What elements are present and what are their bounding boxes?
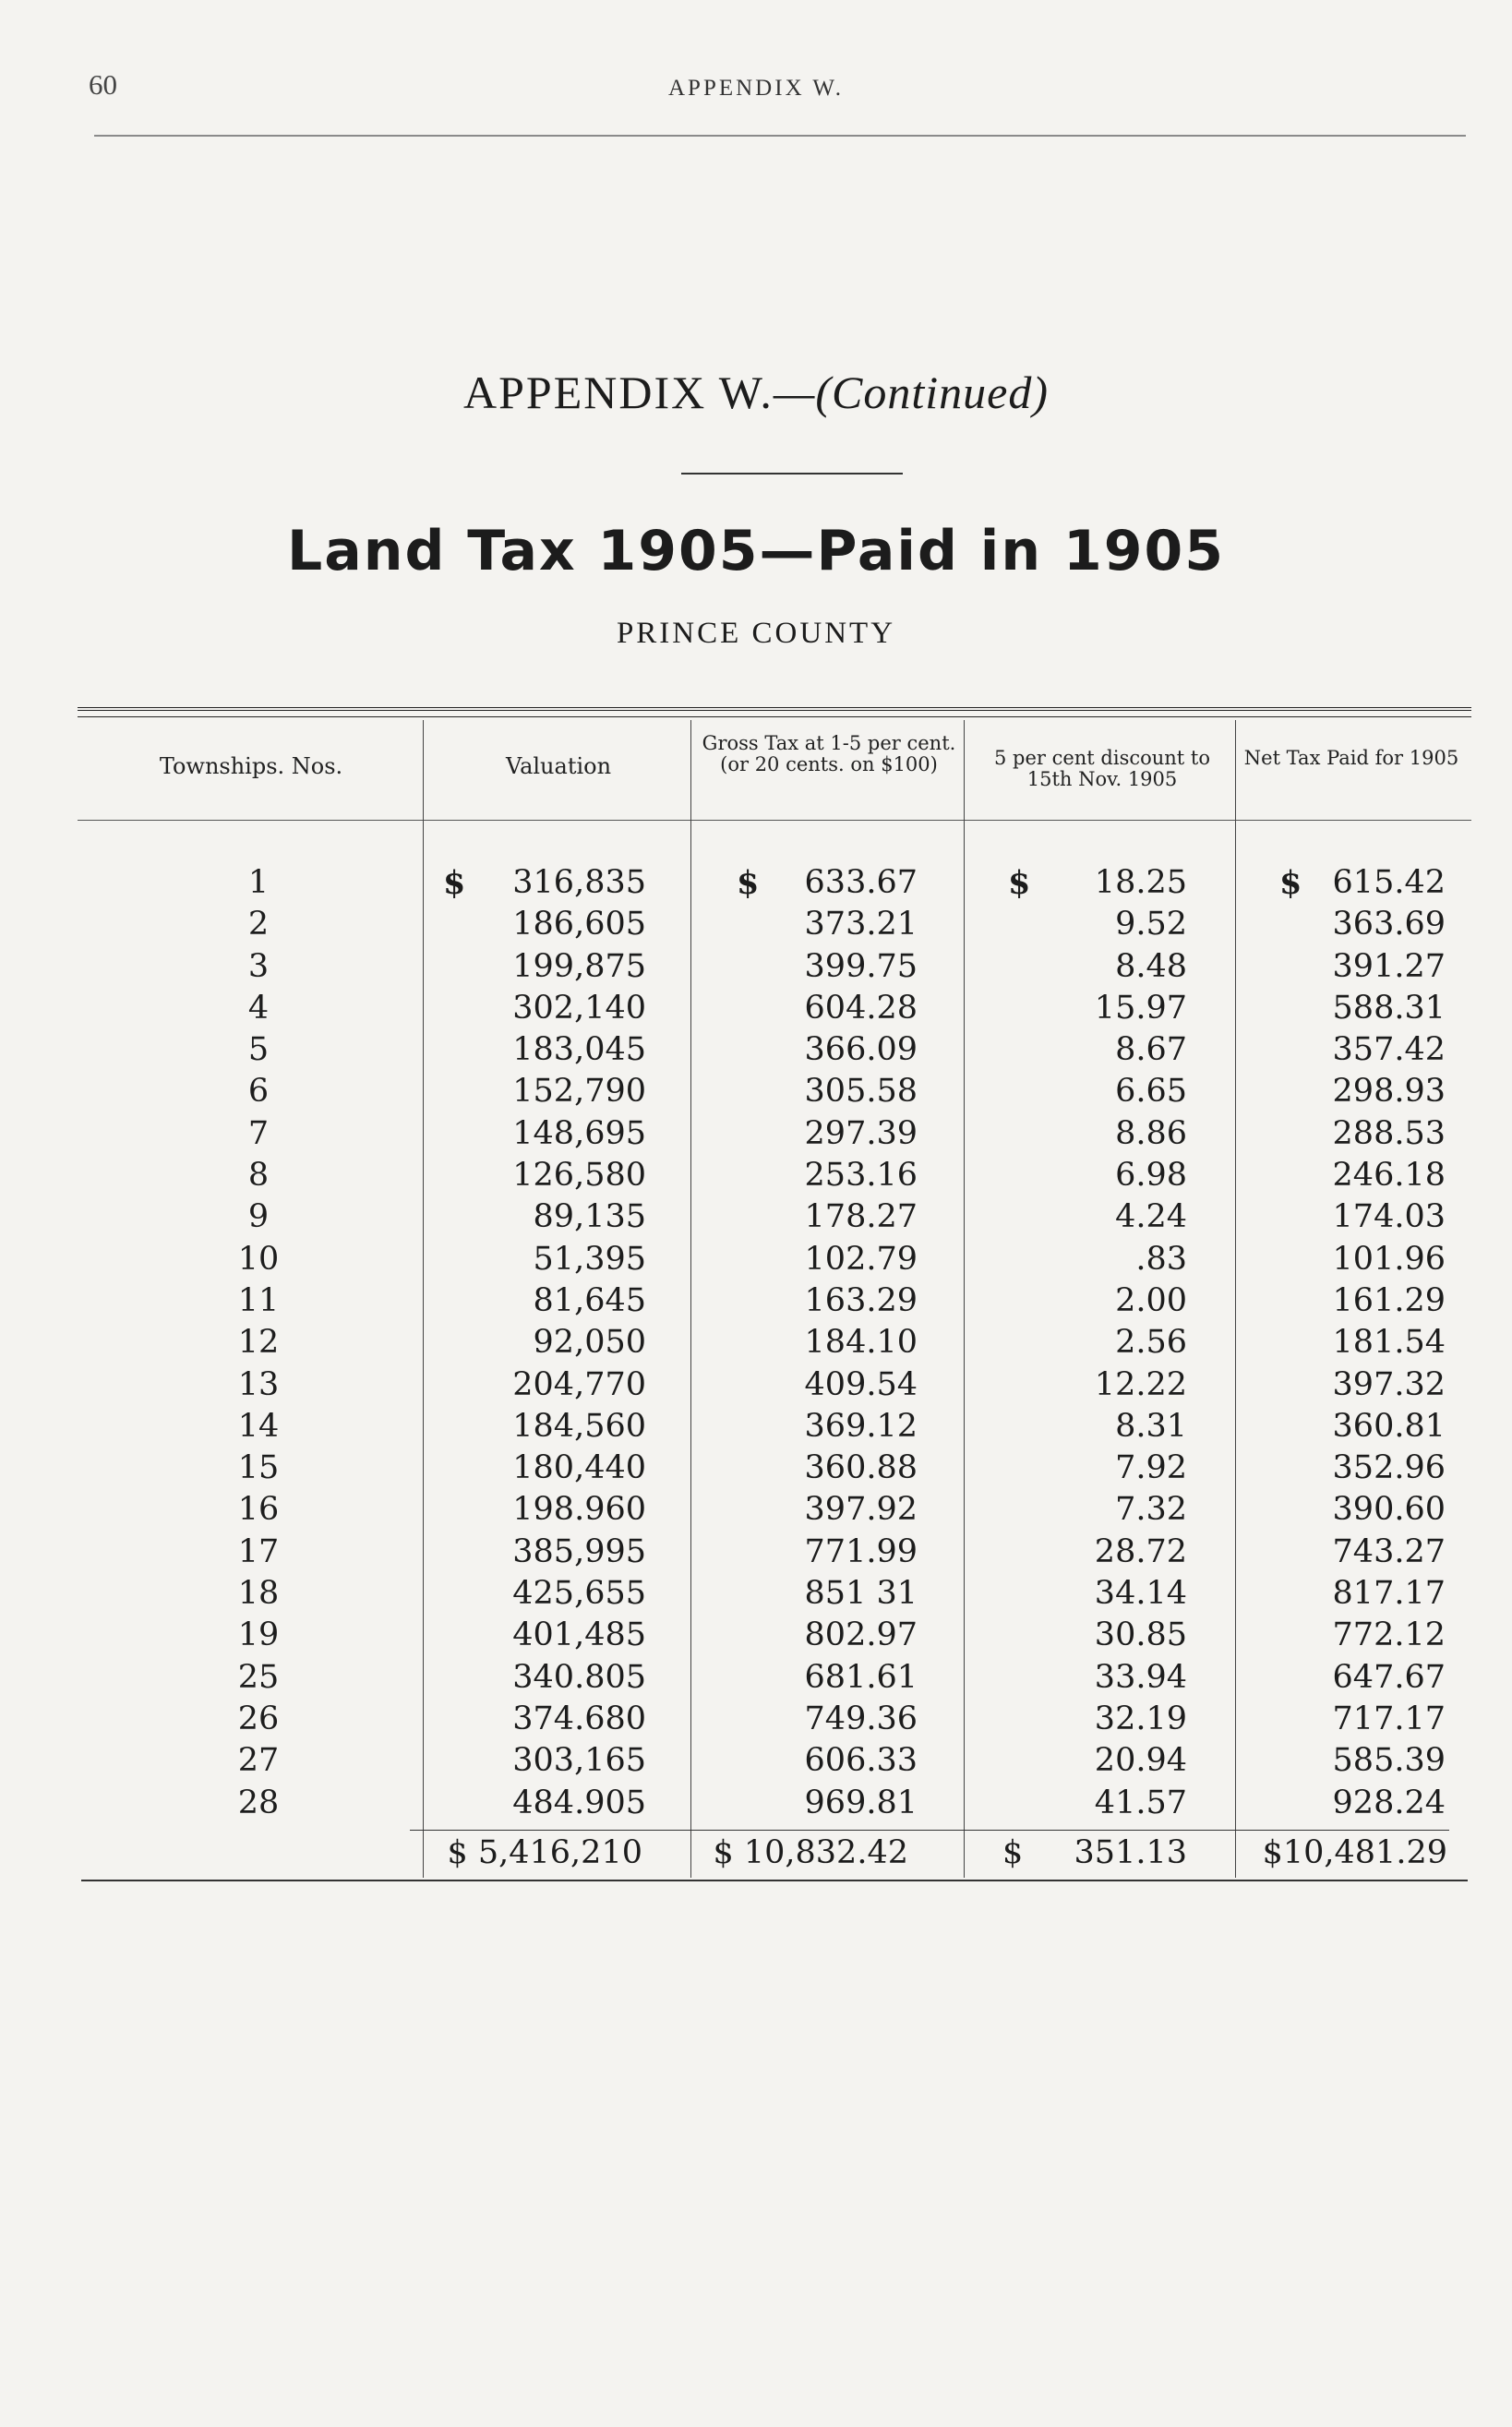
discount-dollar-sign: $	[1008, 864, 1031, 902]
header-gross-tax: Gross Tax at 1-5 per cent. (or 20 cents. on $100)	[702, 732, 956, 775]
discount-cell: 15.97	[1094, 989, 1187, 1027]
totals-top-rule	[410, 1830, 1449, 1831]
gross-dollar-sign: $	[737, 864, 760, 902]
table-row	[0, 1196, 1512, 1238]
valuation-cell: 81,645	[533, 1281, 646, 1319]
net-tax-cell: 246.18	[1332, 1157, 1446, 1195]
gross-tax-cell: 297.39	[804, 1114, 918, 1152]
net-tax-cell: 772.12	[1332, 1616, 1446, 1654]
table-row	[0, 1239, 1512, 1280]
total-gross: $ 10,832.42	[713, 1834, 908, 1871]
township-number: 10	[237, 1240, 280, 1278]
gross-tax-cell: 163.29	[804, 1281, 918, 1319]
township-number: 18	[237, 1575, 280, 1613]
county-title: PRINCE COUNTY	[616, 617, 896, 650]
net-tax-cell: 174.03	[1332, 1198, 1446, 1236]
net-tax-cell: 288.53	[1332, 1114, 1446, 1152]
valuation-cell: 401,485	[512, 1616, 646, 1654]
discount-cell: 8.86	[1115, 1114, 1187, 1152]
valuation-cell: 180,440	[512, 1449, 646, 1487]
running-head-rule	[94, 135, 1466, 137]
gross-tax-cell: 178.27	[804, 1198, 918, 1236]
table-row	[0, 1615, 1512, 1656]
gross-tax-cell: 184.10	[804, 1324, 918, 1362]
valuation-cell: 152,790	[512, 1073, 646, 1111]
township-number: 15	[237, 1449, 280, 1487]
net-tax-cell: 298.93	[1332, 1073, 1446, 1111]
gross-tax-cell: 604.28	[804, 989, 918, 1027]
table-row	[0, 1532, 1512, 1573]
table-row	[0, 1071, 1512, 1112]
gross-tax-cell: 851 31	[804, 1575, 918, 1613]
discount-cell: 7.32	[1115, 1491, 1187, 1529]
net-tax-cell: 390.60	[1332, 1491, 1446, 1529]
valuation-cell: 385,995	[512, 1532, 646, 1570]
net-tax-cell: 588.31	[1332, 989, 1446, 1027]
total-discount-symbol: $	[1002, 1834, 1024, 1871]
net-tax-cell: 181.54	[1332, 1324, 1446, 1362]
gross-tax-cell: 360.88	[804, 1449, 918, 1487]
table-row	[0, 1657, 1512, 1699]
net-tax-cell: 161.29	[1332, 1281, 1446, 1319]
township-number: 26	[237, 1700, 280, 1737]
appendix-title-main: APPENDIX W.	[462, 366, 774, 418]
gross-tax-cell: 409.54	[804, 1365, 918, 1403]
gross-tax-cell: 633.67	[804, 864, 918, 901]
township-number: 9	[247, 1198, 270, 1236]
table-row	[0, 988, 1512, 1029]
valuation-cell: 199,875	[512, 947, 646, 985]
township-number: 7	[247, 1114, 270, 1152]
valuation-cell: 92,050	[533, 1324, 646, 1362]
table-row	[0, 1113, 1512, 1155]
table-row	[0, 1322, 1512, 1364]
table-row	[0, 1740, 1512, 1782]
discount-cell: 6.98	[1115, 1157, 1187, 1195]
discount-cell: 20.94	[1094, 1742, 1187, 1780]
total-valuation: $ 5,416,210	[447, 1834, 642, 1871]
valuation-cell: 204,770	[512, 1365, 646, 1403]
discount-cell: 4.24	[1115, 1198, 1187, 1236]
valuation-cell: 89,135	[533, 1198, 646, 1236]
valuation-cell: 148,695	[512, 1114, 646, 1152]
valuation-cell: 183,045	[512, 1031, 646, 1069]
township-number: 14	[237, 1407, 280, 1445]
table-row	[0, 1489, 1512, 1531]
township-number: 19	[237, 1616, 280, 1654]
gross-tax-cell: 749.36	[804, 1700, 918, 1737]
township-number: 2	[247, 906, 270, 943]
net-dollar-sign: $	[1279, 864, 1302, 902]
table-row	[0, 1783, 1512, 1824]
valuation-cell: 184,560	[512, 1407, 646, 1445]
discount-cell: 12.22	[1094, 1365, 1187, 1403]
discount-cell: 9.52	[1115, 906, 1187, 943]
valuation-cell: 51,395	[533, 1240, 646, 1278]
main-title: Land Tax 1905—Paid in 1905	[287, 519, 1225, 583]
discount-cell: 8.48	[1115, 947, 1187, 985]
township-number: 27	[237, 1742, 280, 1780]
township-number: 25	[237, 1658, 280, 1696]
net-tax-cell: 352.96	[1332, 1449, 1446, 1487]
total-discount: 351.13	[1074, 1834, 1187, 1871]
table-body	[0, 862, 1512, 1824]
township-number: 5	[247, 1031, 270, 1069]
valuation-cell: 340.805	[512, 1658, 646, 1696]
valuation-dollar-sign: $	[443, 864, 466, 902]
discount-cell: 30.85	[1094, 1616, 1187, 1654]
table-top-rule	[78, 707, 1471, 717]
net-tax-cell: 647.67	[1332, 1658, 1446, 1696]
valuation-cell: 186,605	[512, 906, 646, 943]
township-number: 3	[247, 947, 270, 985]
appendix-title	[0, 366, 1512, 419]
valuation-cell: 425,655	[512, 1575, 646, 1613]
net-tax-cell: 717.17	[1332, 1700, 1446, 1737]
discount-cell: 34.14	[1094, 1575, 1187, 1613]
table-row	[0, 1280, 1512, 1322]
table-row	[0, 904, 1512, 945]
title-divider	[681, 473, 903, 475]
gross-tax-cell: 771.99	[804, 1532, 918, 1570]
table-row	[0, 946, 1512, 988]
valuation-cell: 316,835	[512, 864, 646, 901]
township-number: 8	[247, 1157, 270, 1195]
table-row	[0, 1448, 1512, 1489]
valuation-cell: 198.960	[512, 1491, 646, 1529]
township-number: 1	[247, 864, 270, 901]
table-bottom-rule	[81, 1880, 1468, 1881]
net-tax-cell: 743.27	[1332, 1532, 1446, 1570]
net-tax-cell: 817.17	[1332, 1575, 1446, 1613]
discount-cell: 7.92	[1115, 1449, 1187, 1487]
township-number: 17	[237, 1532, 280, 1570]
gross-tax-cell: 305.58	[804, 1073, 918, 1111]
gross-tax-cell: 969.81	[804, 1784, 918, 1821]
gross-tax-cell: 397.92	[804, 1491, 918, 1529]
discount-cell: 32.19	[1094, 1700, 1187, 1737]
gross-tax-cell: 802.97	[804, 1616, 918, 1654]
gross-tax-cell: 399.75	[804, 947, 918, 985]
valuation-cell: 126,580	[512, 1157, 646, 1195]
gross-tax-cell: 606.33	[804, 1742, 918, 1780]
net-tax-cell: 615.42	[1332, 864, 1446, 901]
gross-tax-cell: 102.79	[804, 1240, 918, 1278]
discount-cell: 18.25	[1094, 864, 1187, 901]
township-number: 4	[247, 989, 270, 1027]
township-number: 28	[237, 1784, 280, 1821]
header-net-tax: Net Tax Paid for 1905	[1243, 747, 1459, 769]
table-row	[0, 1029, 1512, 1071]
header-discount: 5 per cent discount to 15th Nov. 1905	[993, 747, 1211, 790]
discount-cell: 28.72	[1094, 1532, 1187, 1570]
net-tax-cell: 397.32	[1332, 1365, 1446, 1403]
gross-tax-cell: 253.16	[804, 1157, 918, 1195]
gross-tax-cell: 366.09	[804, 1031, 918, 1069]
table-row	[0, 1406, 1512, 1448]
running-head: APPENDIX W.	[668, 76, 844, 101]
discount-cell: 8.67	[1115, 1031, 1187, 1069]
net-tax-cell: 363.69	[1332, 906, 1446, 943]
valuation-cell: 484.905	[512, 1784, 646, 1821]
township-number: 11	[237, 1281, 280, 1319]
gross-tax-cell: 373.21	[804, 906, 918, 943]
net-tax-cell: 928.24	[1332, 1784, 1446, 1821]
net-tax-cell: 585.39	[1332, 1742, 1446, 1780]
valuation-cell: 303,165	[512, 1742, 646, 1780]
township-number: 16	[237, 1491, 280, 1529]
totals-row	[0, 1832, 1512, 1874]
total-net: $10,481.29	[1262, 1834, 1447, 1871]
discount-cell: 2.56	[1115, 1324, 1187, 1362]
header-valuation: Valuation	[505, 753, 612, 779]
discount-cell: 33.94	[1094, 1658, 1187, 1696]
table-row	[0, 1155, 1512, 1196]
valuation-cell: 302,140	[512, 989, 646, 1027]
net-tax-cell: 101.96	[1332, 1240, 1446, 1278]
table-row	[0, 1699, 1512, 1740]
discount-cell: 8.31	[1115, 1407, 1187, 1445]
township-number: 6	[247, 1073, 270, 1111]
discount-cell: 41.57	[1094, 1784, 1187, 1821]
net-tax-cell: 360.81	[1332, 1407, 1446, 1445]
discount-cell: 2.00	[1115, 1281, 1187, 1319]
township-number: 12	[237, 1324, 280, 1362]
discount-cell: .83	[1135, 1240, 1187, 1278]
net-tax-cell: 357.42	[1332, 1031, 1446, 1069]
discount-cell: 6.65	[1115, 1073, 1187, 1111]
table-header-bottom-rule	[78, 820, 1471, 821]
table-row	[0, 1364, 1512, 1406]
township-number: 13	[237, 1365, 280, 1403]
header-townships: Townships. Nos.	[159, 753, 343, 779]
page-number: 60	[89, 68, 117, 101]
net-tax-cell: 391.27	[1332, 947, 1446, 985]
gross-tax-cell: 369.12	[804, 1407, 918, 1445]
table-row	[0, 1573, 1512, 1615]
valuation-cell: 374.680	[512, 1700, 646, 1737]
appendix-title-continued: —(Continued)	[773, 366, 1050, 418]
gross-tax-cell: 681.61	[804, 1658, 918, 1696]
table-row	[0, 862, 1512, 904]
